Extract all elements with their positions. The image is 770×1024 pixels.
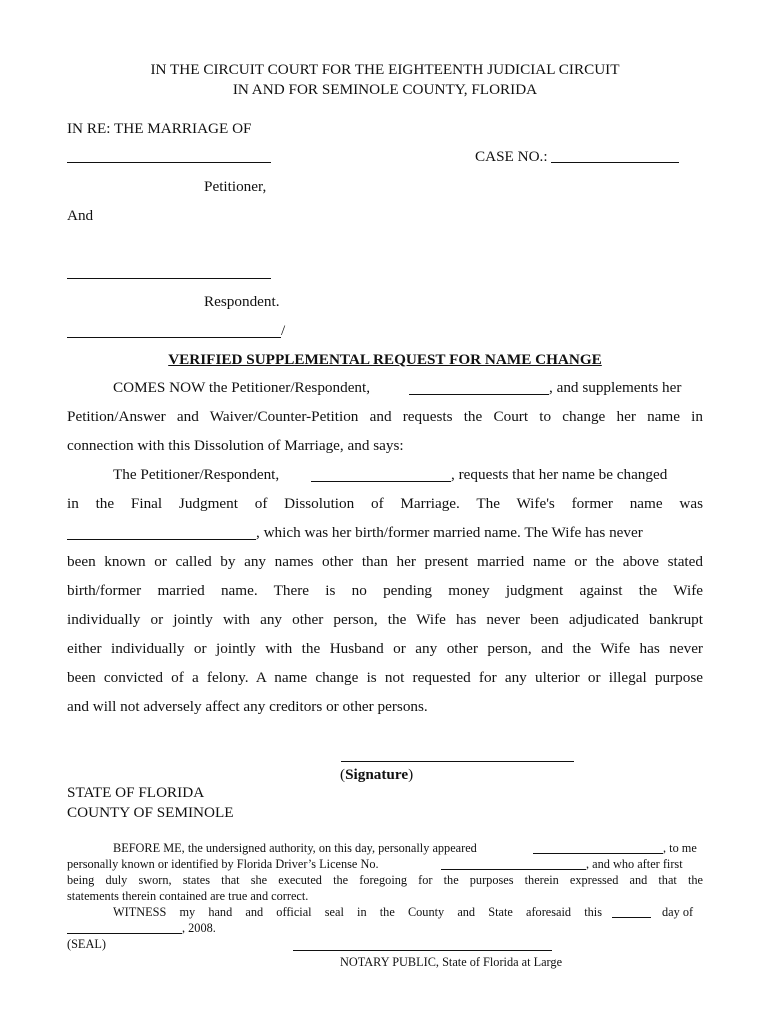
p2-line4: been known or called by any names other than her present married name or the above stated xyxy=(67,553,703,570)
seal-label: (SEAL) xyxy=(67,937,106,951)
case-no-blank[interactable] xyxy=(551,162,679,163)
petitioner-name-blank[interactable] xyxy=(67,162,271,163)
court-heading-line2: IN AND FOR SEMINOLE COUNTY, FLORIDA xyxy=(232,81,538,98)
notary-line1-text-b: , to me xyxy=(663,841,697,855)
notary-line2-text-a: personally known or identified by Florida Driver’s License No. xyxy=(67,857,379,871)
day-blank[interactable] xyxy=(612,917,651,918)
p1-line1-text-a: COMES NOW the Petitioner/Respondent, xyxy=(113,379,371,396)
notary-year: , 2008. xyxy=(182,921,216,935)
document-title: VERIFIED SUPPLEMENTAL REQUEST FOR NAME CHANGE xyxy=(168,351,602,368)
court-heading-line1: IN THE CIRCUIT COURT FOR THE EIGHTEENTH JUDICIAL CIRCUIT xyxy=(150,61,620,78)
p1-line1-text-b: , and supplements her xyxy=(549,379,682,396)
p2-line3: , which was her birth/former married name. The Wife has never xyxy=(256,524,643,541)
p2-line6: individually or jointly with any other person, the Wife has never been adjudicated bankrupt xyxy=(67,611,703,628)
petitioner-label: Petitioner, xyxy=(204,178,267,195)
and-label: And xyxy=(67,207,94,224)
p1-line2: Petition/Answer and Waiver/Counter-Petition and requests the Court to change her name in xyxy=(67,408,703,425)
signature-caption: (Signature) xyxy=(340,766,414,783)
case-no-label: CASE NO.: xyxy=(475,148,548,165)
notary-line5-text-a: WITNESS my hand and official seal in the County and State aforesaid this xyxy=(113,905,602,919)
p2-line1-text-b: , requests that her name be changed xyxy=(451,466,668,483)
respondent-label: Respondent. xyxy=(204,293,280,310)
p2-line2: in the Final Judgment of Dissolution of Marriage. The Wife's former name was xyxy=(67,495,703,512)
signature-line[interactable] xyxy=(341,761,574,762)
p2-line7: either individually or jointly with the Husband or any other person, and the Wife has never xyxy=(67,640,703,657)
notary-line4: statements therein contained are true and correct. xyxy=(67,889,309,903)
notary-line1-text-a: BEFORE ME, the undersigned authority, on this day, personally appeared xyxy=(113,841,477,855)
month-blank[interactable] xyxy=(67,933,182,934)
notary-appeared-blank[interactable] xyxy=(533,853,663,854)
in-re-label: IN RE: THE MARRIAGE OF xyxy=(67,120,252,137)
p2-line1-text-a: The Petitioner/Respondent, xyxy=(113,466,280,483)
former-name-blank[interactable] xyxy=(67,539,256,540)
venue-county: COUNTY OF SEMINOLE xyxy=(67,804,234,821)
venue-state: STATE OF FLORIDA xyxy=(67,784,205,801)
p1-line3: connection with this Dissolution of Marriage, and says: xyxy=(67,437,404,454)
p1-name-blank[interactable] xyxy=(409,394,549,395)
license-no-blank[interactable] xyxy=(441,869,586,870)
p2-line8: been convicted of a felony. A name change is not requested for any ulterior or illegal purpose xyxy=(67,669,703,686)
respondent-name-blank[interactable] xyxy=(67,278,271,279)
p2-line9: and will not adversely affect any creditors or other persons. xyxy=(67,698,428,715)
caption-closing-line xyxy=(67,337,281,338)
notary-signature-line[interactable] xyxy=(293,950,552,951)
notary-line3: being duly sworn, states that she executed the foregoing for the purposes therein expressed and that the xyxy=(67,873,703,887)
notary-public-label: NOTARY PUBLIC, State of Florida at Large xyxy=(340,955,563,969)
p2-line5: birth/former married name. There is no pending money judgment against the Wife xyxy=(67,582,703,599)
notary-line2-text-b: , and who after first xyxy=(586,857,683,871)
notary-line5-text-b: day of xyxy=(662,905,694,919)
caption-slash: / xyxy=(281,322,286,339)
p2-name-blank[interactable] xyxy=(311,481,451,482)
